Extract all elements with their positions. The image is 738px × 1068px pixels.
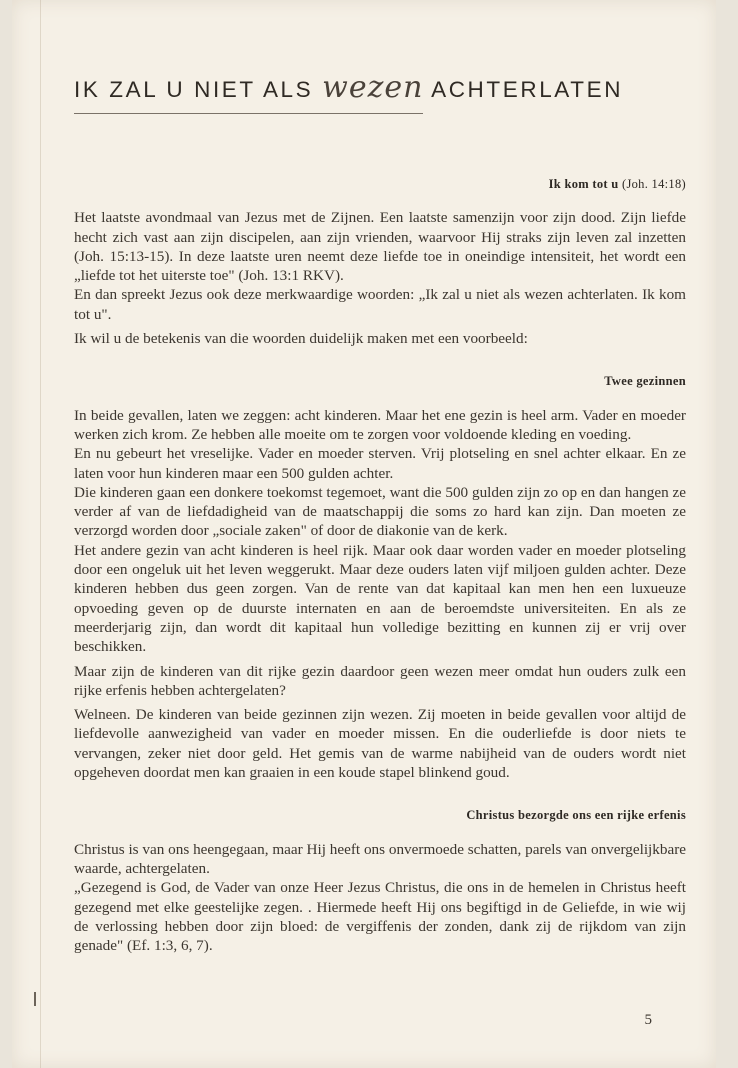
paragraph: Welneen. De kinderen van beide gezinnen zijn wezen. Zij moeten in beide gevallen voor altijd de liefdevolle aanwezigheid van vader en moeder missen. En die ouderliefde is door niets te vervangen, zeker niet door geld. Het gemis van de warme nabijheid van de ouders wordt niet opgeheven doordat men kan graaien in een koude stapel blinkend goud. — [74, 706, 686, 782]
book-page — [12, 0, 716, 1068]
title-underline — [74, 113, 423, 114]
paragraph: In beide gevallen, laten we zeggen: acht kinderen. Maar het ene gezin is heel arm. Vader en moeder werken zich krom. Ze hebben alle moeite om te zorgen voor voldoende kleding en voeding. — [74, 406, 686, 443]
page-spine-shadow — [40, 0, 41, 1068]
paragraph: Christus is van ons heengegaan, maar Hij heeft ons onvermoede schatten, parels van onvergelijkbare waarde, achtergelaten. — [74, 840, 686, 877]
title-script-word: wezen — [322, 70, 424, 105]
paragraph: Die kinderen gaan een donkere toekomst tegemoet, want die 500 gulden zijn zo op en dan hangen ze verder af van de liefdadigheid van de maatschappij die soms zo hard kan zijn. Dan moeten ze verzorgd worden door „sociale zaken" of door de diakonie van de kerk. — [74, 483, 686, 540]
paragraph: En nu gebeurt het vreselijke. Vader en moeder sterven. Vrij plotseling en snel achter elkaar. En ze laten voor hun kinderen maar een 500 gulden achter. — [74, 445, 686, 482]
chapter-title — [74, 70, 714, 105]
section-heading-text: Christus bezorgde ons een rijke erfenis — [466, 808, 686, 823]
margin-mark — [34, 992, 36, 1006]
section-heading-christus-bezorgde — [74, 806, 686, 825]
section-heading-text: Ik kom tot u — [548, 177, 619, 191]
section-heading-twee-gezinnen — [74, 372, 686, 391]
paragraph: En dan spreekt Jezus ook deze merkwaardige woorden: „Ik zal u niet als wezen achterlaten. Ik kom tot u". — [74, 286, 686, 323]
section-heading-reference: (Joh. 14:18) — [621, 177, 686, 191]
paragraph: Maar zijn de kinderen van dit rijke gezin daardoor geen wezen meer omdat hun ouders zulk een rijke erfenis hebben achtergelaten? — [74, 662, 686, 699]
title-part-after: ACHTERLATEN — [431, 77, 624, 102]
page-number: 5 — [644, 1012, 652, 1028]
paragraph: Het laatste avondmaal van Jezus met de Zijnen. Een laatste samenzijn voor zijn dood. Zijn liefde hecht zich vast aan zijn discipelen, aan zijn vrienden, waarvoor Hij straks zijn leven zal inzetten (Joh. 15:13-15). In deze laatste uren neemt deze liefde toe in oneindige intensiteit, het wordt een „liefde tot het uiterste toe" (Joh. 13:1 RKV). — [74, 209, 686, 285]
section-heading-ik-kom-tot-u — [74, 175, 686, 194]
title-part-before: IK ZAL U NIET ALS — [74, 77, 314, 102]
paragraph: Ik wil u de betekenis van die woorden duidelijk maken met een voorbeeld: — [74, 330, 528, 348]
section-heading-text: Twee gezinnen — [604, 374, 686, 389]
paragraph: „Gezegend is God, de Vader van onze Heer Jezus Christus, die ons in de hemelen in Christus heeft gezegend met elke geestelijke zegen. . Hiermede heeft Hij ons begiftigd in de Geliefde, in wie wij de verlossing hebben door zijn bloed: de vergiffenis der zonden, dank zij de rijkdom van zijn genade" (Ef. 1:3, 6, 7). — [74, 879, 686, 955]
chapter-body — [74, 175, 686, 955]
paragraph: Het andere gezin van acht kinderen is heel rijk. Maar ook daar worden vader en moeder plotseling door een ongeluk uit het leven weggerukt. Maar deze ouders laten vijf miljoen gulden achter. Deze kinderen hebben dus geen zorgen. Van de rente van dat kapitaal kan men hen een luxueuze opvoeding geven op de duurste internaten en aan de beroemdste universiteiten. En als ze meerderjarig zijn, dan wordt dit kapitaal hun volledige bezitting en kunnen zij er vrij over beschikken. — [74, 541, 686, 656]
